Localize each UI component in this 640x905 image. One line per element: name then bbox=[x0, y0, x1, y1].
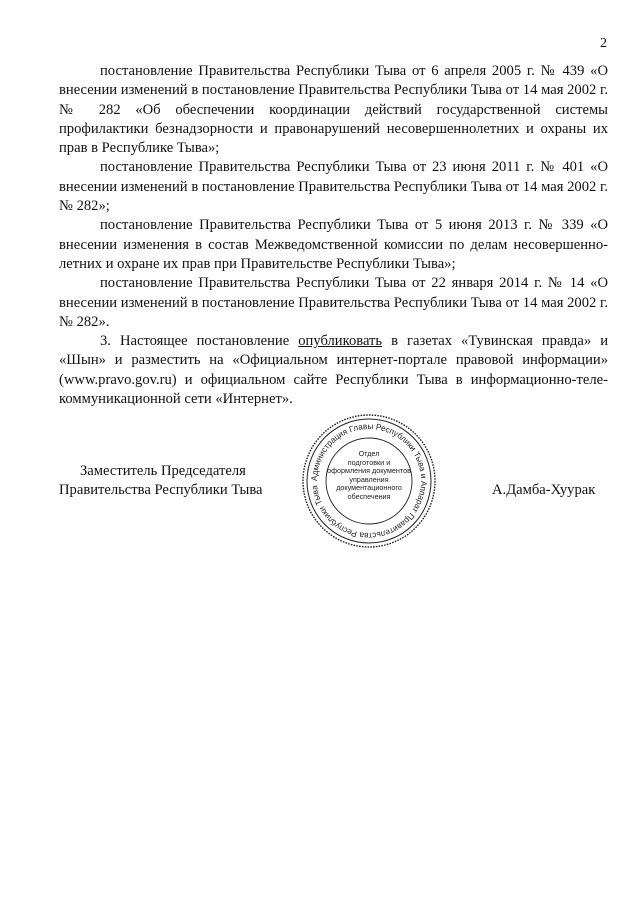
seal-center-line: Отдел bbox=[358, 449, 380, 458]
page-number: 2 bbox=[600, 36, 607, 51]
paragraph-resolution-339: постановление Правительства Республики Тыва от 5 июня 2013 г. № 339 «О внесении изменения в состав Межведомственной комиссии по делам несовершеннолетних и охране их прав при Правительстве Республики Тыва»; bbox=[59, 217, 608, 272]
clause-3-rest: в газетах «Тувинская правда» и «Шын» и разместить на «Официальном интернет-портале правовой информации» (www.pravo.gov.ru) и официальном сайте Республики Тыва в информационно-телекоммуникационной сети «Интернет». bbox=[59, 333, 609, 408]
signatory-title-line-1: Заместитель Председателя bbox=[80, 463, 246, 479]
paragraph-resolution-439: постановление Правительства Республики Тыва от 6 апреля 2005 г. № 439 «О внесении изменений в постановление Правительства Республики Тыва от 14 мая 2002 г. № 282 «Об обеспечении координации действий государственной системы профилактики безнадзорности и правонарушений несовершеннолетних и охраны их прав в Республике Тыва»; bbox=[59, 63, 608, 157]
seal-center-line: подготовки и bbox=[347, 457, 391, 467]
official-seal bbox=[300, 412, 438, 550]
seal-center-line: обеспечения bbox=[347, 491, 391, 501]
signatory-name: А.Дамба-Хуурак bbox=[492, 482, 596, 498]
paragraph-clause-3 bbox=[59, 332, 608, 409]
seal-center-line: оформления документов bbox=[327, 466, 411, 476]
clause-3-underlined-word: опубликовать bbox=[298, 333, 383, 350]
clause-3-lead: 3. Настоящее постановление bbox=[100, 333, 299, 350]
signatory-title-line-2: Правительства Республики Тыва bbox=[59, 482, 263, 499]
document-body bbox=[59, 62, 608, 409]
seal-ring-text: Администрация Главы Республики Тыва и Аппарат Правительства Республики Тыва bbox=[308, 420, 430, 542]
seal-center-line: документационного bbox=[336, 483, 402, 493]
paragraph-resolution-14: постановление Правительства Республики Тыва от 22 января 2014 г. № 14 «О внесении изменений в постановление Правительства Республики Тыва от 14 мая 2002 г. № 282». bbox=[59, 275, 608, 330]
signatory-title bbox=[59, 462, 289, 501]
seal-center-line: управления bbox=[349, 474, 389, 484]
seal-center-text bbox=[324, 450, 414, 502]
paragraph-resolution-401: постановление Правительства Республики Тыва от 23 июня 2011 г. № 401 «О внесении изменений в постановление Правительства Республики Тыва от 14 мая 2002 г. № 282»; bbox=[59, 159, 608, 215]
